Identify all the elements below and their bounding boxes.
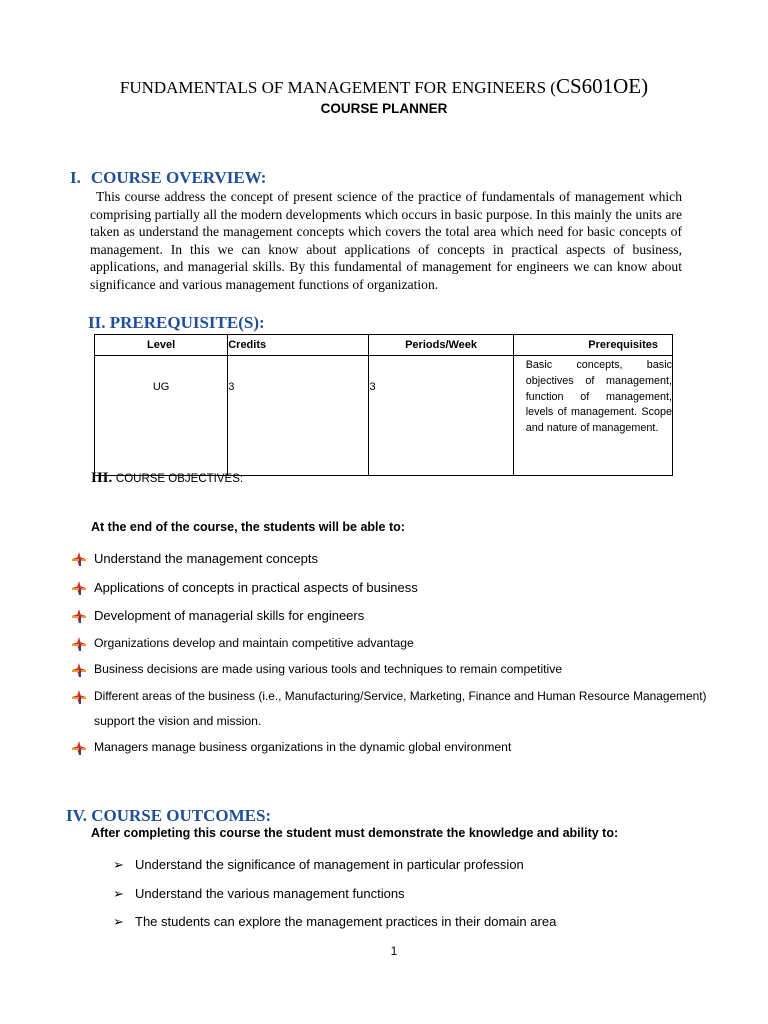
- section-number: IV.: [66, 806, 87, 825]
- objectives-intro: At the end of the course, the students will be able to:: [91, 520, 405, 534]
- objective-text: Development of managerial skills for engineers: [94, 608, 365, 623]
- cell-credits: 3: [228, 356, 369, 476]
- section-number: I.: [70, 168, 81, 187]
- objective-text: Organizations develop and maintain competitive advantage: [94, 636, 414, 650]
- header-prerequisites: Prerequisites: [513, 335, 672, 356]
- section-heading-objectives: [91, 470, 243, 487]
- header-level: Level: [95, 335, 228, 356]
- overview-paragraph: This course address the concept of present science of the practice of fundamentals of management which comprising partially all the modern developments which occurs in basic purpose. In this mainly the units are taken as understand the management concepts which covers the total area which need for basic concepts of management. In this we can know about applications of concepts in practical aspects of business, applications, and managerial skills. By this fundamental of management for engineers we can know about significance and various management functions of organization.: [90, 189, 682, 292]
- outcome-text: Understand the significance of management in particular profession: [135, 857, 524, 872]
- section-title: COURSE OUTCOMES:: [91, 806, 272, 825]
- prerequisites-table: [94, 334, 673, 476]
- star-bullet-icon: [72, 581, 86, 595]
- header-periods: Periods/Week: [369, 335, 513, 356]
- section-title: COURSE OBJECTIVES:: [115, 473, 244, 485]
- star-bullet-icon: [72, 690, 86, 704]
- course-code: CS601OE): [555, 74, 649, 98]
- table-row: [95, 356, 673, 476]
- page-number: 1: [390, 944, 398, 958]
- star-bullet-icon: [72, 552, 86, 566]
- outcome-text: The students can explore the management practices in their domain area: [135, 914, 557, 929]
- objective-text: Managers manage business organizations in the dynamic global environment: [94, 740, 512, 754]
- cell-periods: 3: [369, 356, 513, 476]
- arrow-bullet-icon: ➢: [113, 857, 124, 872]
- star-bullet-icon: [72, 609, 86, 623]
- cell-prerequisites: Basic concepts, basic objectives of management, function of management, levels of management. Scope and nature of management.: [513, 356, 672, 476]
- section-title: COURSE OVERVIEW:: [90, 168, 267, 187]
- arrow-bullet-icon: ➢: [113, 914, 124, 929]
- table-header-row: [95, 335, 673, 356]
- star-bullet-icon: [72, 637, 86, 651]
- objective-text: Business decisions are made using various tools and techniques to remain competitive: [94, 662, 563, 676]
- title-main: FUNDAMENTALS OF MANAGEMENT FOR ENGINEERS (: [119, 78, 556, 97]
- section-heading-prerequisites: [88, 313, 265, 333]
- objective-text: Applications of concepts in practical aspects of business: [94, 580, 418, 595]
- star-bullet-icon: [72, 663, 86, 677]
- section-heading-outcomes: [66, 806, 271, 826]
- document-title: [0, 74, 768, 99]
- cell-level: UG: [95, 356, 228, 476]
- section-number: III.: [91, 470, 113, 486]
- star-bullet-icon: [72, 741, 86, 755]
- objective-text: Different areas of the business (i.e., Manufacturing/Service, Marketing, Finance and Human Resource Management): [94, 689, 707, 703]
- arrow-bullet-icon: ➢: [113, 886, 124, 901]
- section-heading-overview: [70, 168, 266, 188]
- section-title: PREREQUISITE(S):: [109, 313, 265, 332]
- outcome-text: Understand the various management functions: [135, 886, 405, 901]
- objective-text: support the vision and mission.: [94, 714, 262, 728]
- section-number: II.: [88, 313, 106, 332]
- outcomes-intro: After completing this course the student must demonstrate the knowledge and ability to:: [91, 826, 619, 840]
- objective-text: Understand the management concepts: [94, 551, 319, 566]
- document-subtitle: COURSE PLANNER: [320, 101, 448, 116]
- header-credits: Credits: [228, 335, 369, 356]
